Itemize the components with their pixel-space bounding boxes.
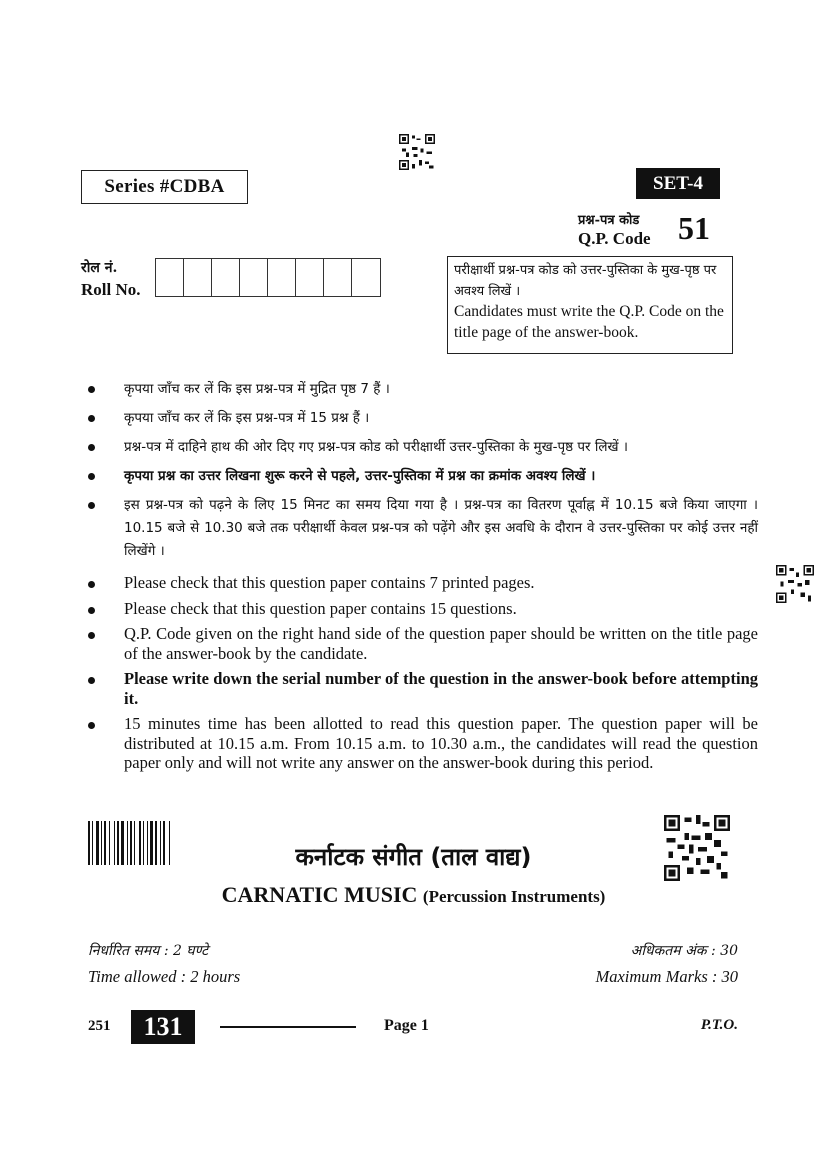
instruction-text: Q.P. Code given on the right hand side of the question paper should be written on the title page of the answer-book by the candidate. (124, 624, 758, 663)
paper-code-box: 131 (131, 1010, 195, 1044)
instruction-item (88, 599, 758, 619)
time-allowed: Time allowed : 2 hours (88, 967, 241, 986)
bullet-icon (88, 581, 95, 588)
series-label: Series #CDBA (81, 170, 248, 204)
roll-number-box[interactable] (324, 259, 352, 296)
instruction-text: इस प्रश्न-पत्र को पढ़ने के लिए 15 मिनट का समय दिया गया है । प्रश्न-पत्र का वितरण पूर्वाह्न में 10.15 बजे किया जाएगा । 10.15 बजे से 10.30 बजे तक परीक्षार्थी केवल प्रश्न-पत्र को पढ़ेंगे और इस अवधि के दौरान वे उत्तर-पुस्तिका पर कोई उत्तर नहीं लिखेंगे । (124, 497, 758, 559)
bullet-icon (88, 502, 95, 509)
instructions-list (88, 378, 758, 779)
subject-title-english: CARNATIC MUSIC (221, 882, 418, 907)
instruction-text: 15 minutes time has been allotted to read this question paper. The question paper will be distributed at 10.15 a.m. From 10.15 a.m. to 10.30 a.m., the candidates will read the question paper only and will not write any answer on the answer-book during this period. (124, 714, 758, 772)
qr-code-side (776, 565, 814, 603)
instruction-text: कृपया प्रश्न का उत्तर लिखना शुरू करने से पहले, उत्तर-पुस्तिका में प्रश्न का क्रमांक अवश्य लिखें । (124, 468, 596, 484)
instruction-text: Please check that this question paper contains 15 questions. (124, 598, 517, 618)
roll-number-box[interactable] (352, 259, 380, 296)
instruction-text: कृपया जाँच कर लें कि इस प्रश्न-पत्र में मुद्रित पृष्ठ 7 हैं । (124, 381, 390, 397)
bullet-icon (88, 444, 95, 451)
set-badge: SET-4 (636, 168, 720, 199)
bullet-icon (88, 677, 95, 684)
instruction-item (88, 494, 758, 563)
instruction-text: प्रश्न-पत्र में दाहिने हाथ की ओर दिए गए प्रश्न-पत्र कोड को परीक्षार्थी उत्तर-पुस्तिका के मुख-पृष्ठ पर लिखें । (124, 439, 628, 455)
qp-code-notice (447, 256, 733, 354)
roll-number-box[interactable] (184, 259, 212, 296)
qr-code-top (399, 134, 435, 170)
roll-number-box[interactable] (268, 259, 296, 296)
please-turn-over: P.T.O. (700, 1017, 738, 1033)
instruction-item (88, 465, 758, 488)
time-allowed-hindi: निर्धारित समय : 2 घण्टे (88, 943, 209, 959)
roll-label: Roll No. (81, 280, 141, 299)
max-marks-hindi: अधिकतम अंक : 30 (630, 943, 738, 959)
bullet-icon (88, 473, 95, 480)
subject-title (0, 882, 827, 908)
instruction-item (88, 378, 758, 401)
bullet-icon (88, 632, 95, 639)
instruction-text: Please write down the serial number of the question in the answer-book before attempting it. (124, 669, 758, 708)
qp-code-value: 51 (678, 210, 710, 246)
roll-number-box[interactable] (212, 259, 240, 296)
bullet-icon (88, 386, 95, 393)
instruction-item (88, 714, 758, 773)
roll-number-box[interactable] (296, 259, 324, 296)
roll-label-hindi: रोल नं. (81, 260, 118, 276)
qp-code-label: Q.P. Code (578, 229, 651, 248)
instruction-text: कृपया जाँच कर लें कि इस प्रश्न-पत्र में 15 प्रश्न हैं । (124, 410, 370, 426)
notice-english: Candidates must write the Q.P. Code on the title page of the answer-book. (454, 303, 724, 341)
footer-divider (220, 1026, 356, 1028)
bullet-icon (88, 607, 95, 614)
roll-number-field[interactable] (155, 258, 381, 297)
page-number: Page 1 (384, 1017, 429, 1034)
roll-number-box[interactable] (240, 259, 268, 296)
roll-number-box[interactable] (156, 259, 184, 296)
instruction-text: Please check that this question paper contains 7 printed pages. (124, 573, 535, 592)
instruction-item (88, 573, 758, 593)
instruction-item (88, 669, 758, 708)
max-marks: Maximum Marks : 30 (595, 967, 738, 986)
instruction-item (88, 407, 758, 430)
notice-hindi: परीक्षार्थी प्रश्न-पत्र कोड को उत्तर-पुस्तिका के मुख-पृष्ठ पर अवश्य लिखें । (454, 263, 717, 299)
qp-code-label-hindi: प्रश्न-पत्र कोड (578, 213, 640, 228)
subject-subtitle: (Percussion Instruments) (422, 887, 606, 906)
instruction-item (88, 624, 758, 663)
subject-title-hindi: कर्नाटक संगीत (ताल वाद्य) (295, 843, 532, 871)
bullet-icon (88, 722, 95, 729)
paper-code: 251 (88, 1018, 111, 1034)
instruction-item (88, 436, 758, 459)
bullet-icon (88, 415, 95, 422)
